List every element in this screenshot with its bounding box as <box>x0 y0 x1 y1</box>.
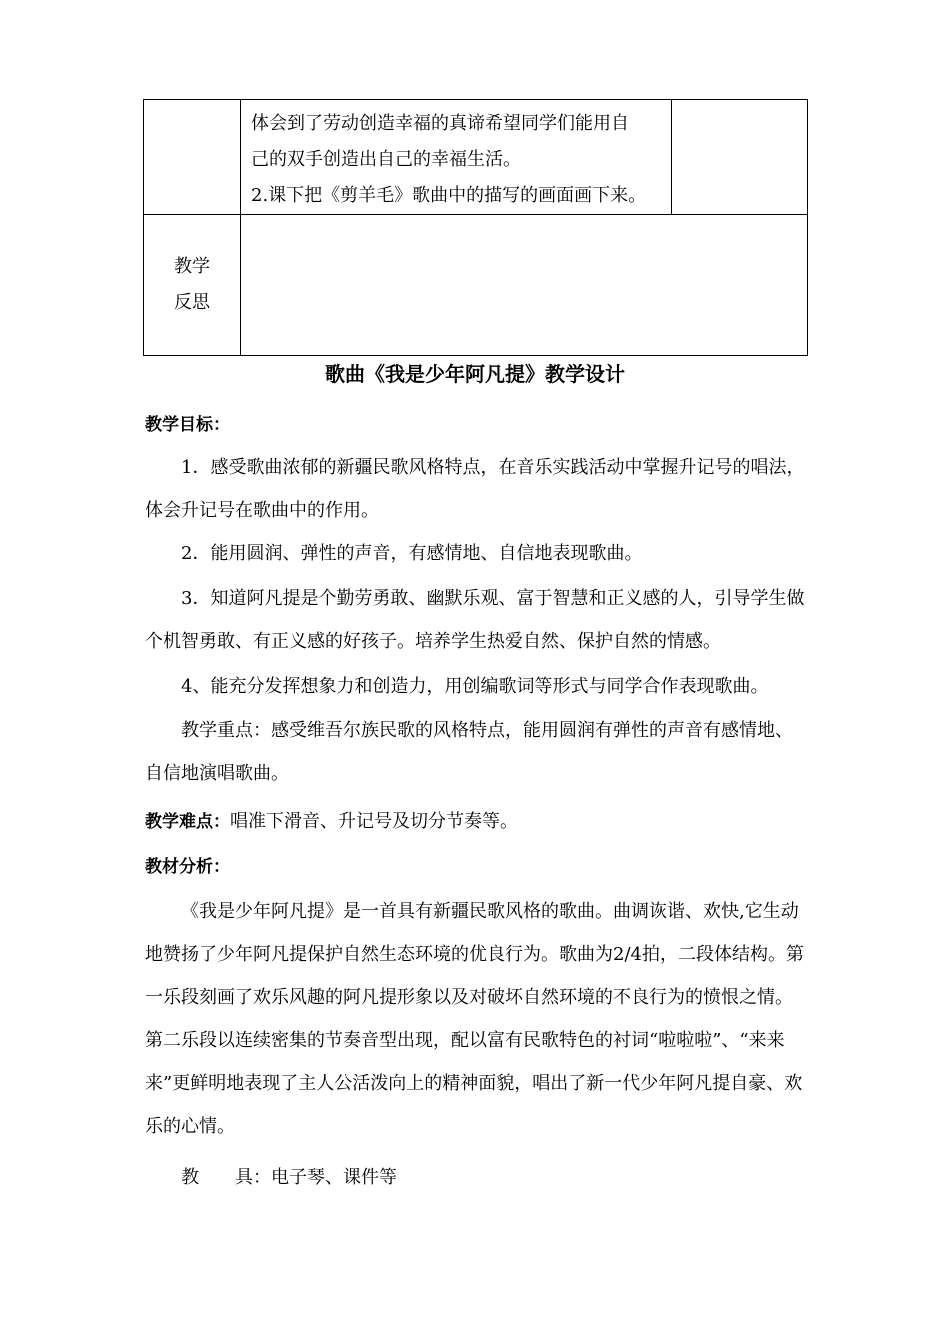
analysis-heading: 教材分析： <box>145 857 230 877</box>
key-point: 教学重点：感受维吾尔族民歌的风格特点，能用圆润有弹性的声音有感情地、自信地演唱歌曲。 <box>145 720 793 784</box>
table-row <box>144 100 808 215</box>
table-cell-empty <box>144 100 241 215</box>
goals-heading: 教学目标： <box>145 415 230 435</box>
analysis-text: 《我是少年阿凡提》是一首具有新疆民歌风格的歌曲。曲调诙谐、欢快,它生动地赞扬了少年阿凡提保护自然生态环境的优良行为。歌曲为2/4拍，二段体结构。第一乐段刻画了欢乐风趣的阿凡提形象以及对破坏自然环境的不良行为的愤恨之情。第二乐段以连续密集的节奏音型出现，配以富有民歌特色的衬词“啦啦啦”、“来来来”更鲜明地表现了主人公活泼向上的精神面貌，唱出了新一代少年阿凡提自豪、欢乐的心情。 <box>145 901 804 1137</box>
lesson-table <box>143 99 808 356</box>
reflection-label-cell <box>144 215 241 356</box>
goal-item: 4、能充分发挥想象力和创造力，用创编歌词等形式与同学合作表现歌曲。 <box>181 676 769 697</box>
goal-item: 3．知道阿凡提是个勤劳勇敢、幽默乐观、富于智慧和正义感的人，引导学生做个机智勇敢、有正义感的好孩子。培养学生热爱自然、保护自然的情感。 <box>145 588 805 652</box>
homework-line: 2.课下把《剪羊毛》歌曲中的描写的画面画下来。 <box>251 185 647 206</box>
table-cell-homework <box>241 100 672 215</box>
difficulty-paragraph <box>145 800 810 844</box>
table-row <box>144 215 808 356</box>
goal-item: 1．感受歌曲浓郁的新疆民歌风格特点，在音乐实践活动中掌握升记号的唱法，体会升记号在歌曲中的作用。 <box>145 457 805 521</box>
reflection-label: 反思 <box>174 292 210 313</box>
difficulty-text: 唱准下滑音、升记号及切分节奏等。 <box>230 811 518 832</box>
homework-line: 体会到了劳动创造幸福的真谛希望同学们能用自 <box>251 113 629 134</box>
reflection-content-cell <box>241 215 808 356</box>
homework-line: 己的双手创造出自己的幸福生活。 <box>251 149 521 170</box>
page-title: 歌曲《我是少年阿凡提》教学设计 <box>325 362 625 386</box>
reflection-label: 教学 <box>174 256 210 277</box>
difficulty-label: 教学难点： <box>145 812 230 832</box>
teaching-tools: 教 具：电子琴、课件等 <box>181 1167 397 1188</box>
goal-item: 2．能用圆润、弹性的声音，有感情地、自信地表现歌曲。 <box>181 543 643 564</box>
table-cell-empty <box>672 100 808 215</box>
